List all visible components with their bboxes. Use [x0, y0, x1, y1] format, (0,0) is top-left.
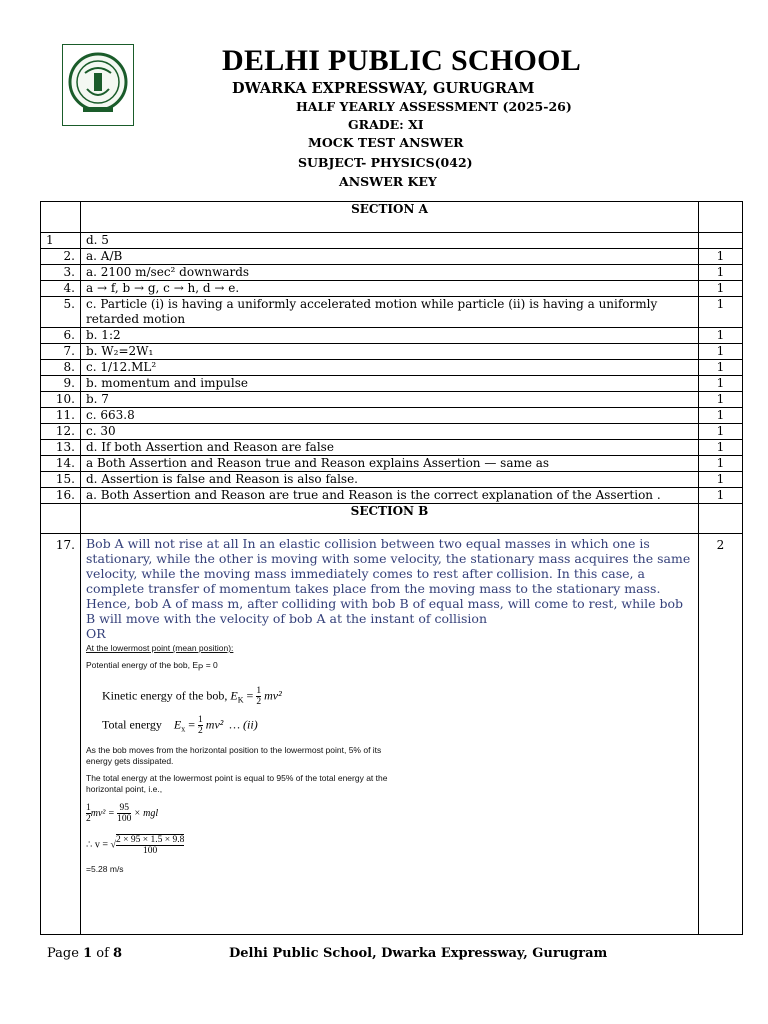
answer-text: a. A/B: [81, 249, 699, 265]
answer-key-label: ANSWER KEY: [339, 174, 437, 189]
answer-text: d. If both Assertion and Reason are false: [81, 440, 699, 456]
q17-solution-image: [86, 643, 693, 875]
marks-cell: 1: [699, 472, 743, 488]
solution-line: horizontal point, i.e.,: [86, 783, 163, 794]
answer-text: c. Particle (i) is having a uniformly accelerated motion while particle (ii) is having a uniformly retarded motion: [81, 297, 699, 328]
answer-text: b. 1:2: [81, 328, 699, 344]
answer-row: [41, 440, 743, 456]
question-number: 8.: [41, 360, 81, 376]
marks-cell: 1: [699, 440, 743, 456]
subject-line: SUBJECT- PHYSICS(042): [298, 155, 473, 170]
marks-cell: [699, 233, 743, 249]
marks-cell: 1: [699, 328, 743, 344]
answer-text: b. W₂=2W₁: [81, 344, 699, 360]
question-17-answer-cell: [81, 534, 699, 935]
marks-cell: 1: [699, 360, 743, 376]
grade-line: GRADE: XI: [348, 117, 424, 132]
velocity-equation: ∴ v = √ $\frac{2 \times 95 \times 1.5 \times 9.8}{100}$: [86, 834, 185, 856]
answer-text: d. Assertion is false and Reason is also false.: [81, 472, 699, 488]
answer-row: [41, 297, 743, 328]
total-energy-equation: Total energy $E_x$ = $\frac{1}{2}$ mv² … (ii): [102, 715, 258, 737]
answer-row: [41, 392, 743, 408]
answer-text: d. 5: [81, 233, 699, 249]
answer-key-table: [40, 201, 743, 935]
answer-row: [41, 456, 743, 472]
question-number: 4.: [41, 281, 81, 297]
page-indicator: Page 1 of 8: [47, 946, 123, 961]
solution-line: The total energy at the lowermost point is equal to 95% of the total energy at the: [86, 772, 388, 783]
marks-cell: 1: [699, 297, 743, 328]
answer-text: c. 1/12.ML²: [81, 360, 699, 376]
solution-line: As the bob moves from the horizontal position to the lowermost point, 5% of its: [86, 744, 382, 755]
q17-answer-text: Bob A will not rise at all In an elastic collision between two equal masses in which one is stationary, while the other is moving with some velocity, the stationary mass acquires the same velocity, while the moving mass immediately comes to rest after collision. In this case, a complete transfer of momentum takes place from the moving mass to the stationary mass. Hence, bob A of mass m, after colliding with bob B of equal mass, will come to rest, while bob B will move with the velocity of bob A at the instant of collision: [86, 536, 691, 626]
school-logo: [62, 44, 134, 126]
answer-row: [41, 376, 743, 392]
question-number: 3.: [41, 265, 81, 281]
answer-row: [41, 408, 743, 424]
velocity-result: =5.28 m/s: [86, 863, 124, 874]
marks-cell: 1: [699, 424, 743, 440]
section-b-header-row: [41, 504, 743, 534]
potential-energy-line: Potential energy of the bob, $E_P = 0$: [86, 660, 218, 673]
question-number: 10.: [41, 392, 81, 408]
solution-line: At the lowermost point (mean position):: [86, 643, 234, 653]
answer-text: c. 30: [81, 424, 699, 440]
section-b-title: SECTION B: [81, 504, 699, 534]
question-number: 9.: [41, 376, 81, 392]
answer-text: b. momentum and impulse: [81, 376, 699, 392]
answer-row: [41, 472, 743, 488]
answer-row: [41, 344, 743, 360]
school-name: DELHI PUBLIC SCHOOL: [222, 44, 582, 77]
question-17-row: [41, 534, 743, 935]
section-a-header-row: [41, 202, 743, 233]
question-number: 16.: [41, 488, 81, 504]
exam-title: HALF YEARLY ASSESSMENT (2025-26): [296, 99, 572, 114]
marks-cell: 1: [699, 376, 743, 392]
answer-row: [41, 424, 743, 440]
marks-cell: 1: [699, 456, 743, 472]
answer-row: [41, 249, 743, 265]
answer-text: a → f, b → g, c → h, d → e.: [81, 281, 699, 297]
question-number: 17.: [41, 534, 81, 935]
kinetic-energy-equation: Kinetic energy of the bob, $E_K$ = $\frac{1}{2}$ mv²: [102, 685, 282, 707]
marks-cell: 1: [699, 392, 743, 408]
answer-text: c. 663.8: [81, 408, 699, 424]
q17-or-label: OR: [86, 626, 106, 641]
answer-text: a. 2100 m/sec² downwards: [81, 265, 699, 281]
answer-row: [41, 265, 743, 281]
marks-cell: 2: [699, 534, 743, 935]
question-number: 2.: [41, 249, 81, 265]
doc-type: MOCK TEST ANSWER: [308, 135, 464, 150]
marks-cell: 1: [699, 344, 743, 360]
marks-cell: 1: [699, 408, 743, 424]
marks-cell: 1: [699, 265, 743, 281]
question-number: 5.: [41, 297, 81, 328]
question-number: 14.: [41, 456, 81, 472]
question-number: 7.: [41, 344, 81, 360]
question-number: 13.: [41, 440, 81, 456]
marks-cell: 1: [699, 249, 743, 265]
school-campus: DWARKA EXPRESSWAY, GURUGRAM: [232, 80, 535, 97]
question-number: 15.: [41, 472, 81, 488]
answer-row: [41, 281, 743, 297]
answer-text: b. 7: [81, 392, 699, 408]
footer-school-name: Delhi Public School, Dwarka Expressway, Gurugram: [229, 946, 608, 961]
answer-row: [41, 360, 743, 376]
question-number: 12.: [41, 424, 81, 440]
answer-row: [41, 328, 743, 344]
marks-cell: 1: [699, 281, 743, 297]
question-number: 1: [41, 233, 81, 249]
question-number: 11.: [41, 408, 81, 424]
section-a-rows: [41, 233, 743, 504]
answer-row: [41, 233, 743, 249]
answer-text: a. Both Assertion and Reason are true and Reason is the correct explanation of the Assertion .: [81, 488, 699, 504]
section-a-title: SECTION A: [81, 202, 699, 233]
answer-row: [41, 488, 743, 504]
answer-text: a Both Assertion and Reason true and Reason explains Assertion — same as: [81, 456, 699, 472]
marks-cell: 1: [699, 488, 743, 504]
solution-line: energy gets dissipated.: [86, 755, 174, 766]
question-number: 6.: [41, 328, 81, 344]
energy-balance-equation: $\frac{1}{2}$ mv² = $\frac{95}{100}$ × mgl: [86, 802, 159, 824]
